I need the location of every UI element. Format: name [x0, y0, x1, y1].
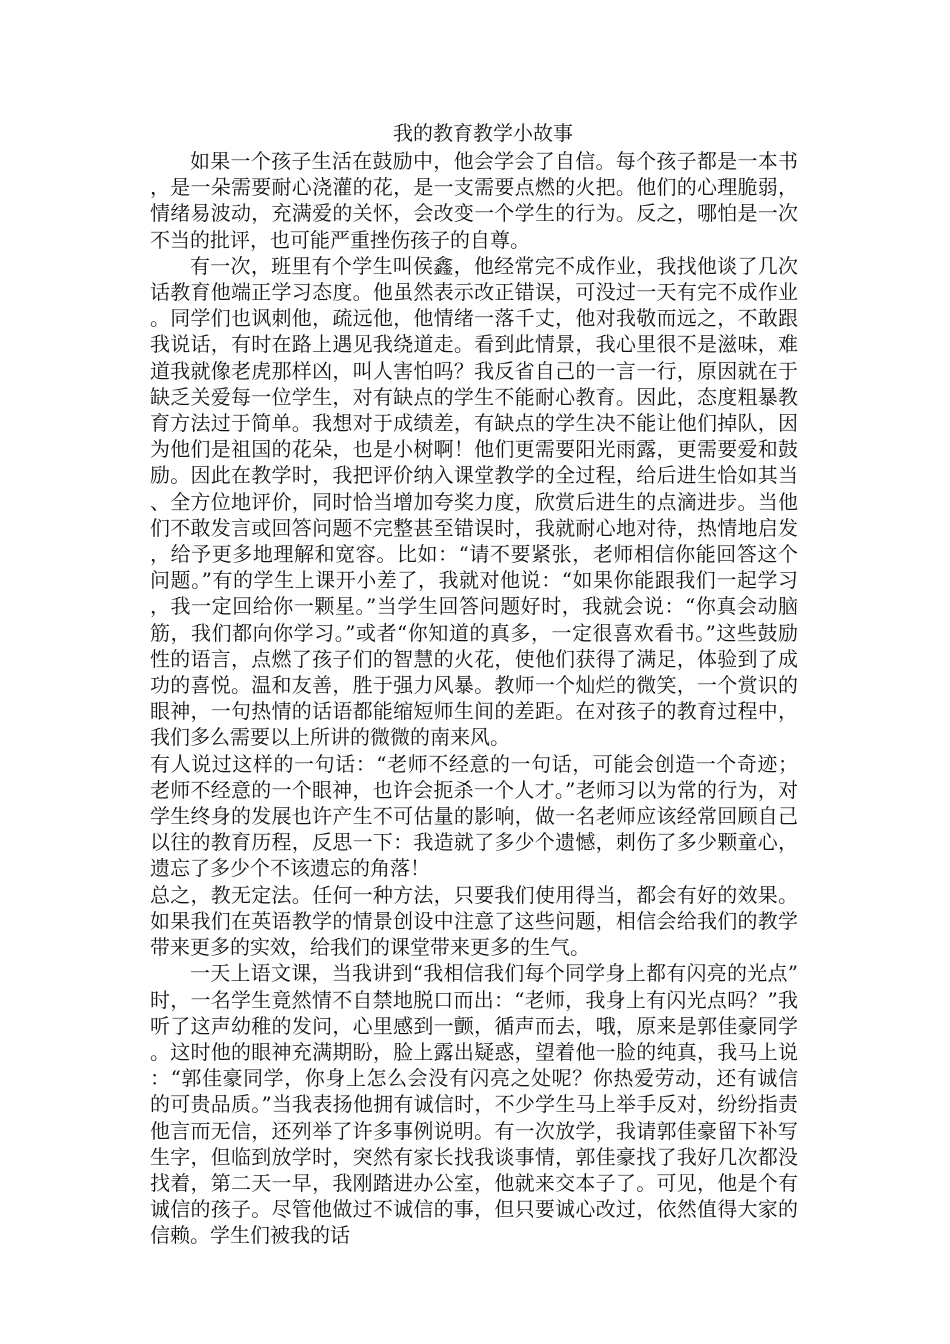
paragraph-conclusion: 总之，教无定法。任何一种方法，只要我们使用得当，都会有好的效果。如果我们在英语教学的情景创设中注意了这些问题，相信会给我们的教学带来更多的实效，给我们的课堂带来更多的生气。 [150, 882, 798, 960]
paragraph-reflection: 有人说过这样的一句话：“老师不经意的一句话，可能会创造一个奇迹；老师不经意的一个眼神，也许会扼杀一个人才。”老师习以为常的行为，对学生终身的发展也许产生不可估量的影响，做一名老师应该经常回顾自己以往的教育历程，反思一下：我造就了多少个遗憾，刺伤了多少颗童心，遗忘了多少个不该遗忘的角落！ [150, 751, 798, 881]
document-page [150, 118, 798, 1249]
paragraph-story-guojiahao: 一天上语文课，当我讲到“我相信我们每个同学身上都有闪亮的光点”时，一名学生竟然情不自禁地脱口而出：“老师，我身上有闪光点吗？”我听了这声幼稚的发问，心里感到一颤，循声而去，哦，原来是郭佳豪同学。这时他的眼神充满期盼，脸上露出疑惑，望着他一脸的纯真，我马上说：“郭佳豪同学，你身上怎么会没有闪亮之处呢？你热爱劳动，还有诚信的可贵品质。”当我表扬他拥有诚信时，不少学生马上举手反对，纷纷指责他言而无信，还列举了许多事例说明。有一次放学，我请郭佳豪留下补写生字，但临到放学时，突然有家长找我谈事情，郭佳豪找了我好几次都没找着，第二天一早，我刚踏进办公室，他就来交本子了。可见，他是个有诚信的孩子。尽管他做过不诚信的事，但只要诚心改过，依然值得大家的信赖。学生们被我的话 [150, 961, 798, 1248]
document-title: 我的教育教学小故事 [393, 121, 573, 145]
paragraph-story-houxin: 有一次，班里有个学生叫侯鑫，他经常完不成作业，我找他谈了几次话教育他端正学习态度。他虽然表示改正错误，可没过一天有完不成作业。同学们也讽刺他，疏远他，他情绪一落千丈，他对我敬而远之，不敢跟我说话，有时在路上遇见我绕道走。看到此情景，我心里很不是滋味，难道我就像老虎那样凶，叫人害怕吗？我反省自己的一言一行，原因就在于缺乏关爱每一位学生，对有缺点的学生不能耐心教育。因此，态度粗暴教育方法过于简单。我想对于成绩差，有缺点的学生决不能让他们掉队，因为他们是祖国的花朵，也是小树啊！他们更需要阳光雨露，更需要爱和鼓励。因此在教学时，我把评价纳入课堂教学的全过程，给后进生恰如其当、全方位地评价，同时恰当增加夸奖力度，欣赏后进生的点滴进步。当他们不敢发言或回答问题不完整甚至错误时，我就耐心地对待，热情地启发，给予更多地理解和宽容。比如：“请不要紧张，老师相信你能回答这个问题。”有的学生上课开小差了，我就对他说：“如果你能跟我们一起学习，我一定回给你一颗星。”当学生回答问题好时，我就会说：“你真会动脑筋，我们都向你学习。”或者“你知道的真多，一定很喜欢看书。”这些鼓励性的语言，点燃了孩子们的智慧的火花，使他们获得了满足，体验到了成功的喜悦。温和友善，胜于强力风暴。教师一个灿烂的微笑，一个赏识的眼神，一句热情的话语都能缩短师生间的差距。在对孩子的教育过程中，我们多么需要以上所讲的微微的南来风。 [150, 253, 798, 750]
paragraph-intro: 如果一个孩子生活在鼓励中，他会学会了自信。每个孩子都是一本书，是一朵需要耐心浇灌的花，是一支需要点燃的火把。他们的心理脆弱，情绪易波动，充满爱的关怀，会改变一个学生的行为。反之，哪怕是一次不当的批评，也可能严重挫伤孩子的自尊。 [150, 149, 798, 252]
